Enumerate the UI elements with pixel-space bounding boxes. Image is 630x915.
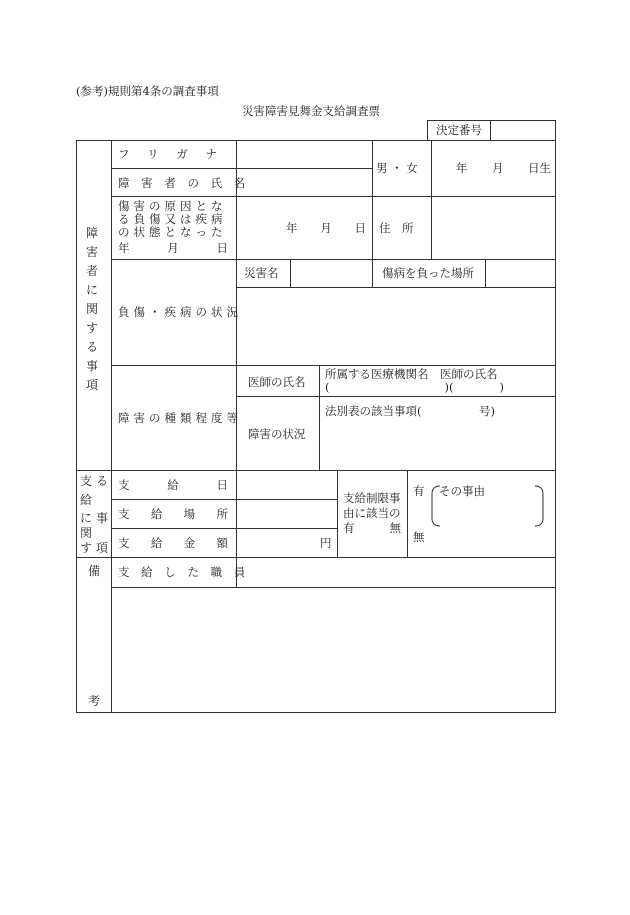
cause-line-1: 傷害の原因とな: [118, 199, 227, 213]
sex-label: 男 ・ 女: [376, 161, 418, 175]
doctor-name-label: 医師の氏名: [248, 375, 306, 389]
injury-place-label: 傷病を負った場所: [382, 266, 474, 280]
name-label: 障 害 者 の 氏 名: [118, 176, 250, 190]
restriction-line-1: 支給制限事: [343, 491, 401, 505]
injury-date-cell: 年 月 日: [286, 221, 366, 235]
form-title: 災害障害見舞金支給調査票: [242, 104, 380, 118]
disaster-name-label: 災害名: [244, 266, 279, 280]
pay-place-label: 支 給 場 所: [118, 507, 228, 521]
institution-parens: ( )( ): [325, 380, 504, 394]
pay-amount-label: 支 給 金 額: [118, 536, 228, 550]
annex-item-label: 法別表の該当事項( 号): [325, 404, 495, 418]
remarks-char-bottom: 考: [88, 694, 101, 708]
restriction-line-2: 由に該当の: [343, 506, 401, 520]
address-label: 住 所: [379, 221, 414, 235]
disabled-section-side-label: 障 害 者 に 関 す る 事 項: [86, 226, 99, 392]
cause-line-3: の状態となった: [118, 225, 227, 239]
yes-label: 有: [413, 484, 425, 498]
institution-label: 所属する医療機関名 医師の氏名: [325, 367, 498, 381]
cause-line-2: る負傷又は疾病: [118, 212, 227, 226]
reference-note: (参考)規則第4条の調査事項: [76, 84, 219, 98]
reason-label: その事由: [439, 484, 485, 498]
cause-date-label: 年 月 日: [118, 241, 228, 255]
furigana-label: フ リ ガ ナ: [118, 147, 224, 161]
remarks-char-top: 備: [88, 564, 101, 578]
injury-status-label: 負傷・疾病の状況: [118, 305, 242, 319]
staff-label: 支 給 し た 職 員: [118, 565, 250, 579]
birth-date-label: 年 月 日生: [456, 161, 551, 175]
disability-type-label: 障害の種類程度等: [118, 411, 242, 425]
disability-status-label: 障害の状況: [248, 427, 306, 441]
no-label: 無: [413, 530, 425, 544]
restriction-line-3: 有 無: [343, 521, 401, 535]
pay-date-label: 支 給 日: [118, 478, 228, 492]
decision-number-label: 決定番号: [436, 123, 482, 137]
yen-label: 円: [320, 536, 332, 550]
